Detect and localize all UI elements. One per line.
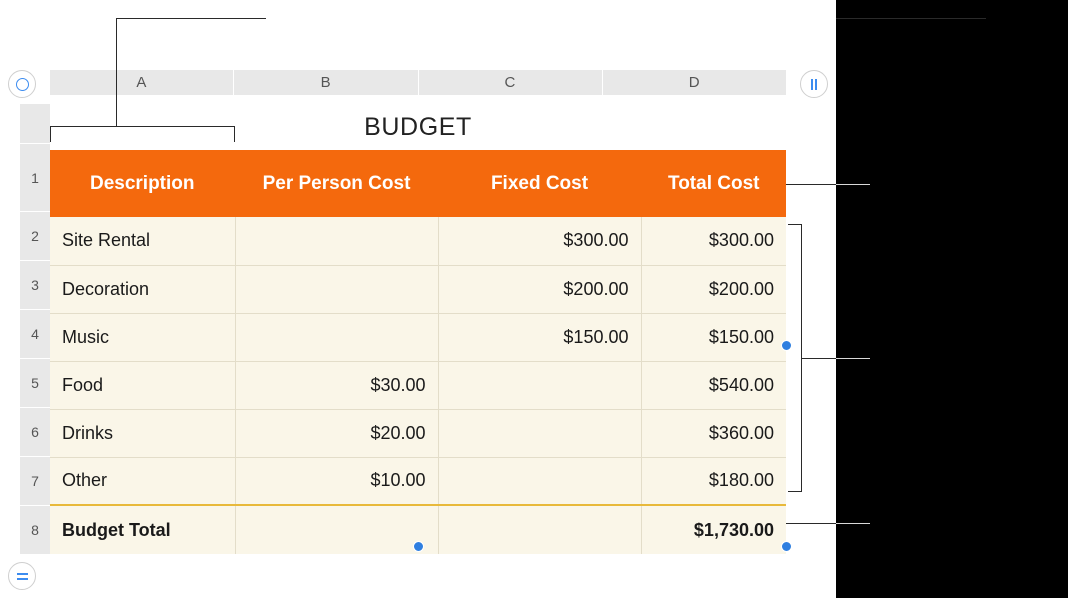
cell-fixed[interactable]: $150.00 — [438, 313, 641, 361]
row-header-2[interactable]: 2 — [20, 212, 50, 261]
row-header-1[interactable]: 1 — [20, 144, 50, 212]
callout-line-header-row-extend — [836, 184, 870, 185]
image-margin — [836, 0, 1068, 598]
pause-icon-bar-right — [815, 79, 817, 90]
table-row — [50, 409, 786, 457]
cell-total[interactable]: $200.00 — [641, 265, 786, 313]
cell-total[interactable]: $150.00 — [641, 313, 786, 361]
cell-description[interactable]: Site Rental — [50, 217, 235, 265]
table-header-row — [50, 150, 786, 217]
column-header-c[interactable]: C — [419, 70, 603, 95]
cell-description[interactable]: Food — [50, 361, 235, 409]
table-title[interactable]: BUDGET — [364, 113, 472, 141]
cell-total-label[interactable]: Budget Total — [50, 505, 235, 554]
callout-bracket-body-rows — [788, 224, 802, 492]
cell-description[interactable]: Other — [50, 457, 235, 505]
row-header-5[interactable]: 5 — [20, 359, 50, 408]
cell-per-person[interactable] — [235, 217, 438, 265]
table-row — [50, 313, 786, 361]
pause-icon-bar-left — [811, 79, 813, 90]
table-row — [50, 457, 786, 505]
cell-total-per-person[interactable] — [235, 505, 438, 554]
header-cell-per-person-cost[interactable]: Per Person Cost — [235, 150, 438, 217]
table-row — [50, 361, 786, 409]
callout-margin-dummy — [836, 18, 986, 19]
row-header-spacer — [20, 104, 50, 144]
row-header-3[interactable]: 3 — [20, 261, 50, 310]
selection-handle-bottom[interactable] — [413, 541, 424, 552]
equals-icon-bar-top — [17, 573, 28, 575]
equals-button[interactable] — [8, 562, 36, 590]
cell-description[interactable]: Decoration — [50, 265, 235, 313]
circle-icon — [16, 78, 29, 91]
cell-per-person[interactable]: $20.00 — [235, 409, 438, 457]
callout-line-header-row-right — [786, 184, 836, 185]
header-cell-fixed-cost[interactable]: Fixed Cost — [438, 150, 641, 217]
cell-per-person[interactable] — [235, 265, 438, 313]
callout-line-header-vertical — [116, 18, 117, 126]
budget-table — [50, 150, 786, 554]
cell-fixed[interactable]: $200.00 — [438, 265, 641, 313]
column-header-bar — [50, 70, 786, 95]
cell-total-fixed[interactable] — [438, 505, 641, 554]
header-cell-total-cost[interactable]: Total Cost — [641, 150, 786, 217]
column-header-a[interactable]: A — [50, 70, 234, 95]
header-cell-description[interactable]: Description — [50, 150, 235, 217]
cell-fixed[interactable] — [438, 457, 641, 505]
cell-fixed[interactable] — [438, 361, 641, 409]
cell-fixed[interactable] — [438, 409, 641, 457]
column-header-b[interactable]: B — [234, 70, 418, 95]
cell-description[interactable]: Drinks — [50, 409, 235, 457]
cell-total[interactable]: $180.00 — [641, 457, 786, 505]
equals-icon-bar-bottom — [17, 578, 28, 580]
table-row — [50, 265, 786, 313]
column-header-d[interactable]: D — [603, 70, 786, 95]
cell-fixed[interactable]: $300.00 — [438, 217, 641, 265]
table-row — [50, 217, 786, 265]
pause-button[interactable] — [800, 70, 828, 98]
row-header-4[interactable]: 4 — [20, 310, 50, 359]
cell-total-total[interactable]: $1,730.00 — [641, 505, 786, 554]
cell-total[interactable]: $360.00 — [641, 409, 786, 457]
row-header-7[interactable]: 7 — [20, 457, 50, 506]
cell-description[interactable]: Music — [50, 313, 235, 361]
cell-per-person[interactable]: $30.00 — [235, 361, 438, 409]
row-header-bar — [20, 104, 50, 554]
cell-total[interactable]: $540.00 — [641, 361, 786, 409]
cell-per-person[interactable]: $10.00 — [235, 457, 438, 505]
row-header-8[interactable]: 8 — [20, 506, 50, 554]
callout-line-header-horizontal — [116, 18, 266, 19]
callout-line-body-rows-extend — [836, 358, 870, 359]
cell-per-person[interactable] — [235, 313, 438, 361]
callout-line-total-row-extend — [836, 523, 870, 524]
callout-line-body-rows-right — [802, 358, 836, 359]
callout-bracket-header — [50, 126, 235, 142]
selection-handle-corner[interactable] — [781, 541, 792, 552]
callout-line-total-row-right — [786, 523, 836, 524]
row-header-6[interactable]: 6 — [20, 408, 50, 457]
format-circle-button[interactable] — [8, 70, 36, 98]
cell-total[interactable]: $300.00 — [641, 217, 786, 265]
